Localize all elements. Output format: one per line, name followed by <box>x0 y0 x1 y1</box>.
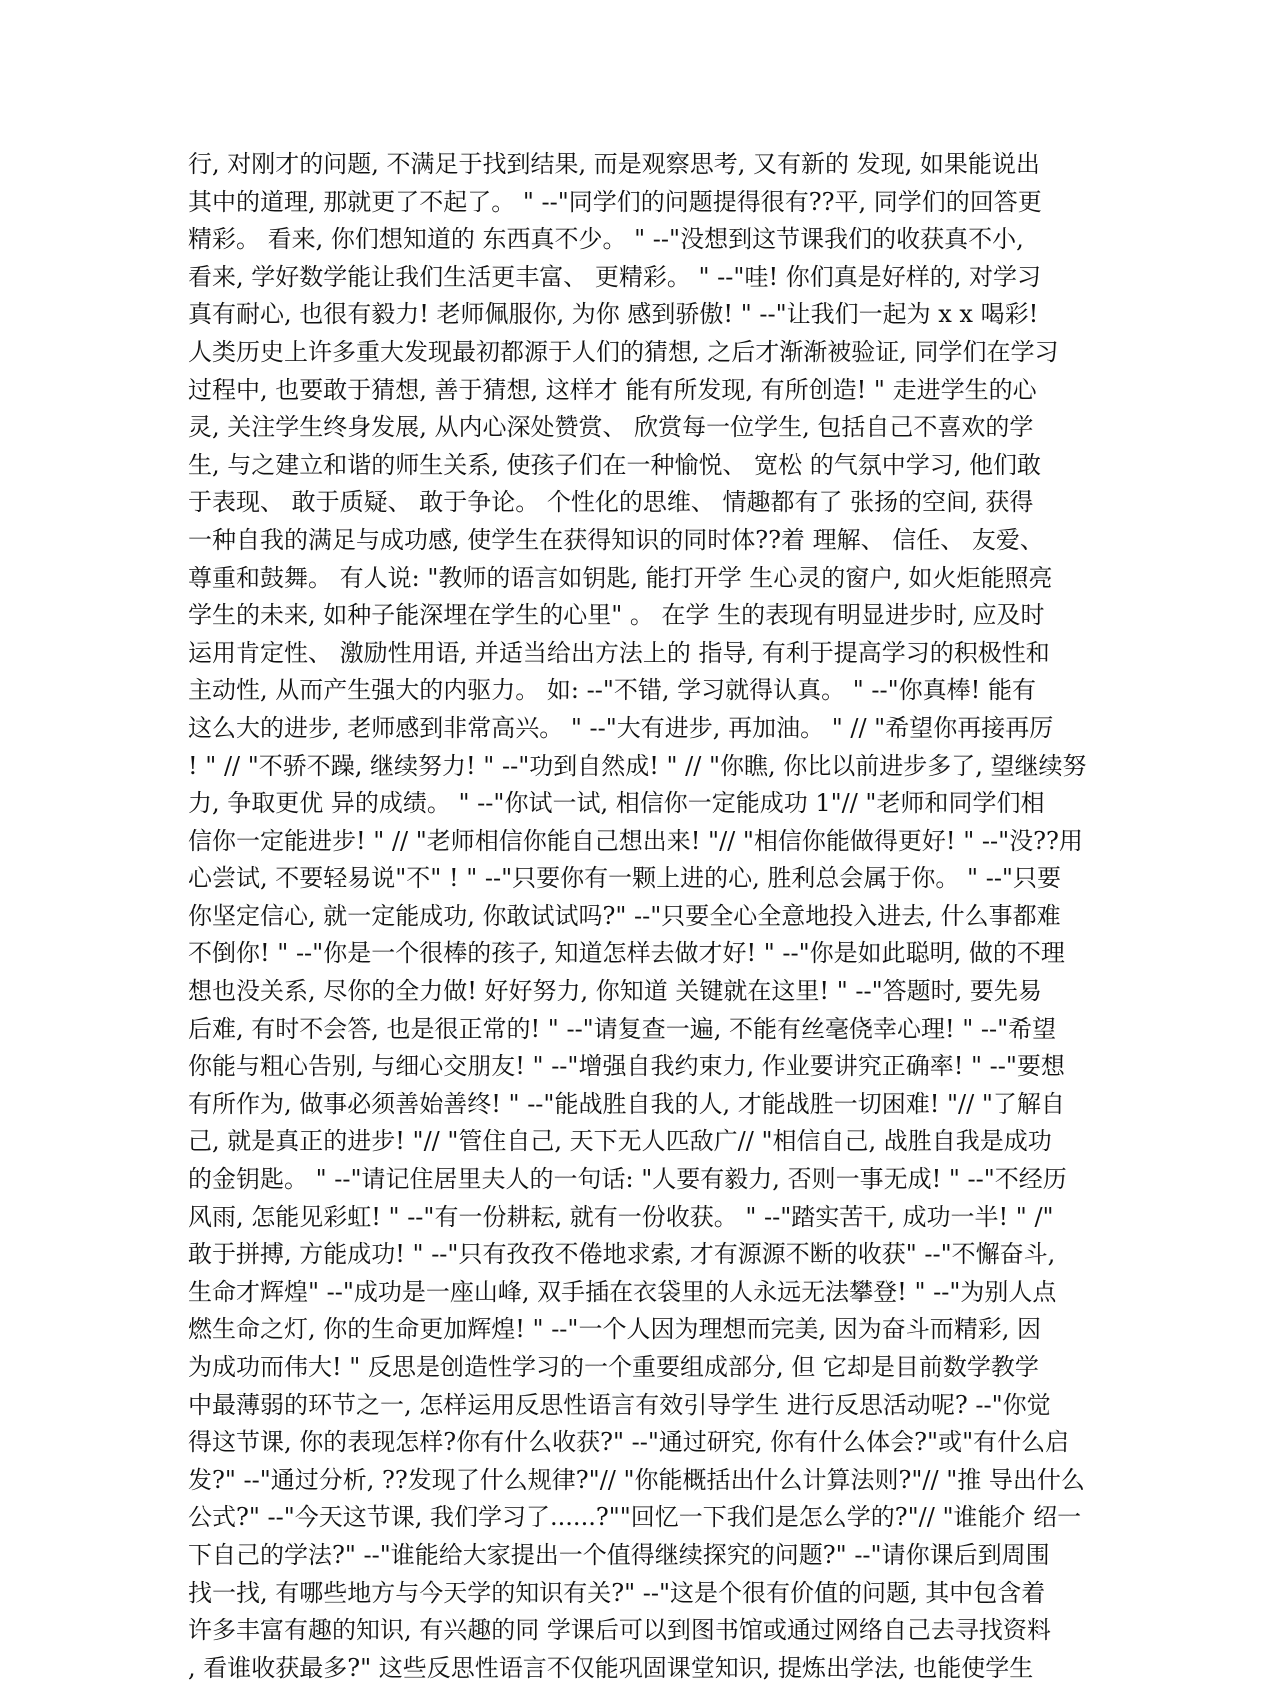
text-line: 生, 与之建立和谐的师生关系, 使孩子们在一种愉悦、 宽松 的气氛中学习, 他们敢 <box>188 450 1042 479</box>
text-line: 有所作为, 做事必须善始善终! " --"能战胜自我的人, 才能战胜一切困难! "// "了解自 <box>188 1089 1065 1118</box>
text-line: 其中的道理, 那就更了不起了。 " --"同学们的问题提得很有??平, 同学们的回答更 <box>188 187 1042 216</box>
text-line: 风雨, 怎能见彩虹! " --"有一份耕耘, 就有一份收获。 " --"踏实苦干, 成功一半! " /" <box>188 1202 1054 1231</box>
text-line: 敢于拼搏, 方能成功! " --"只有孜孜不倦地求索, 才有源源不断的收获" --"不懈奋斗, <box>188 1240 1056 1269</box>
text-line: 不倒你! " --"你是一个很棒的孩子, 知道怎样去做才好! " --"你是如此聪明, 做的不理 <box>188 939 1065 968</box>
text-line: 为成功而伟大! " 反思是创造性学习的一个重要组成部分, 但 它却是目前数学教学 <box>188 1353 1039 1381</box>
text-line: 尊重和鼓舞。 有人说: "教师的语言如钥匙, 能打开学 生心灵的窗户, 如火炬能照亮 <box>188 563 1053 592</box>
text-line: 过程中, 也要敢于猜想, 善于猜想, 这样才 能有所发现, 有所创造! " 走进学生的心 <box>188 375 1037 404</box>
text-line: 公式?" --"今天这节课, 我们学习了......?""回忆一下我们是怎么学的?"// "谁能介 绍一 <box>188 1503 1082 1532</box>
text-line: 生命才辉煌" --"成功是一座山峰, 双手插在衣袋里的人永远无法攀登! " --"为别人点 <box>188 1277 1057 1306</box>
text-line: 的金钥匙。 " --"请记住居里夫人的一句话: "人要有毅力, 否则一事无成! " --"不经历 <box>188 1165 1067 1194</box>
text-line: 灵, 关注学生终身发展, 从内心深处赞赏、 欣赏每一位学生, 包括自己不喜欢的学 <box>188 413 1034 442</box>
text-line: 学生的未来, 如种子能深埋在学生的心里" 。 在学 生的表现有明显进步时, 应及时 <box>188 601 1045 630</box>
text-line: 许多丰富有趣的知识, 有兴趣的同 学课后可以到图书馆或通过网络自己去寻找资料 <box>188 1616 1051 1645</box>
text-line: 这么大的进步, 老师感到非常高兴。 " --"大有进步, 再加油。 " // "希望你再接再厉 <box>188 713 1054 742</box>
text-line: 人类历史上许多重大发现最初都源于人们的猜想, 之后才渐渐被验证, 同学们在学习 <box>188 337 1059 366</box>
text-line: , 看谁收获最多?" 这些反思性语言不仅能巩固课堂知识, 提炼出学法, 也能使学生 <box>188 1653 1034 1682</box>
text-line: 心尝试, 不要轻易说"不" ! " --"只要你有一颗上进的心, 胜利总会属于你。 " --"只要 <box>188 864 1061 893</box>
text-line: 己, 就是真正的进步! "// "管住自己, 天下无人匹敌广// "相信自己, 战胜自我是成功 <box>188 1127 1052 1156</box>
text-line: 想也没关系, 尽你的全力做! 好好努力, 你知道 关键就在这里! " --"答题时, 要先易 <box>188 977 1042 1006</box>
text-line: ! " // "不骄不躁, 继续努力! " --"功到自然成! " // "你瞧, 你比以前进步多了, 望继续努 <box>188 751 1087 780</box>
text-line: 一种自我的满足与成功感, 使学生在获得知识的同时体??着 理解、 信任、 友爱、 <box>188 525 1044 554</box>
text-line: 精彩。 看来, 你们想知道的 东西真不少。 " --"没想到这节课我们的收获真不小, <box>188 225 1024 254</box>
text-line: 力, 争取更优 异的成绩。 " --"你试一试, 相信你一定能成功 1"// "老师和同学们相 <box>188 789 1045 818</box>
text-line: 主动性, 从而产生强大的内驱力。 如: --"不错, 学习就得认真。 " --"你真棒! 能有 <box>188 676 1036 705</box>
text-line: 看来, 学好数学能让我们生活更丰富、 更精彩。 " --"哇! 你们真是好样的, 对学习 <box>188 262 1041 291</box>
text-line: 你坚定信心, 就一定能成功, 你敢试试吗?" --"只要全心全意地投入进去, 什么事都难 <box>188 901 1061 930</box>
text-line: 真有耐心, 也很有毅力! 老师佩服你, 为你 感到骄傲! " --"让我们一起为 x x 喝彩! <box>188 300 1039 329</box>
text-line: 燃生命之灯, 你的生命更加辉煌! " --"一个人因为理想而完美, 因为奋斗而精彩, 因 <box>188 1315 1041 1344</box>
text-line: 于表现、 敢于质疑、 敢于争论。 个性化的思维、 情趣都有了 张扬的空间, 获得 <box>188 488 1034 517</box>
text-line: 运用肯定性、 激励性用语, 并适当给出方法上的 指导, 有利于提高学习的积极性和 <box>188 638 1050 667</box>
body-text <box>188 146 1088 1687</box>
text-line: 找一找, 有哪些地方与今天学的知识有关?" --"这是个很有价值的问题, 其中包含着 <box>188 1578 1046 1607</box>
text-line: 你能与粗心告别, 与细心交朋友! " --"增强自我约束力, 作业要讲究正确率! " --"要想 <box>188 1052 1065 1081</box>
text-line: 后难, 有时不会答, 也是很正常的! " --"请复查一遍, 不能有丝毫侥幸心理! " --"希望 <box>188 1014 1057 1043</box>
text-line: 发?" --"通过分析, ??发现了什么规律?"// "你能概括出什么计算法则?"// "推 导出什么 <box>188 1465 1085 1494</box>
text-line: 下自己的学法?" --"谁能给大家提出一个值得继续探究的问题?" --"请你课后到周围 <box>188 1540 1050 1569</box>
text-line: 得这节课, 你的表现怎样?你有什么收获?" --"通过研究, 你有什么体会?"或"有什么启 <box>188 1428 1070 1457</box>
text-line: 行, 对刚才的问题, 不满足于找到结果, 而是观察思考, 又有新的 发现, 如果能说出 <box>188 150 1040 178</box>
text-line: 信你一定能进步! " // "老师相信你能自己想出来! "// "相信你能做得更好! " --"没??用 <box>188 826 1083 855</box>
text-line: 中最薄弱的环节之一, 怎样运用反思性语言有效引导学生 进行反思活动呢? --"你觉 <box>188 1390 1051 1419</box>
